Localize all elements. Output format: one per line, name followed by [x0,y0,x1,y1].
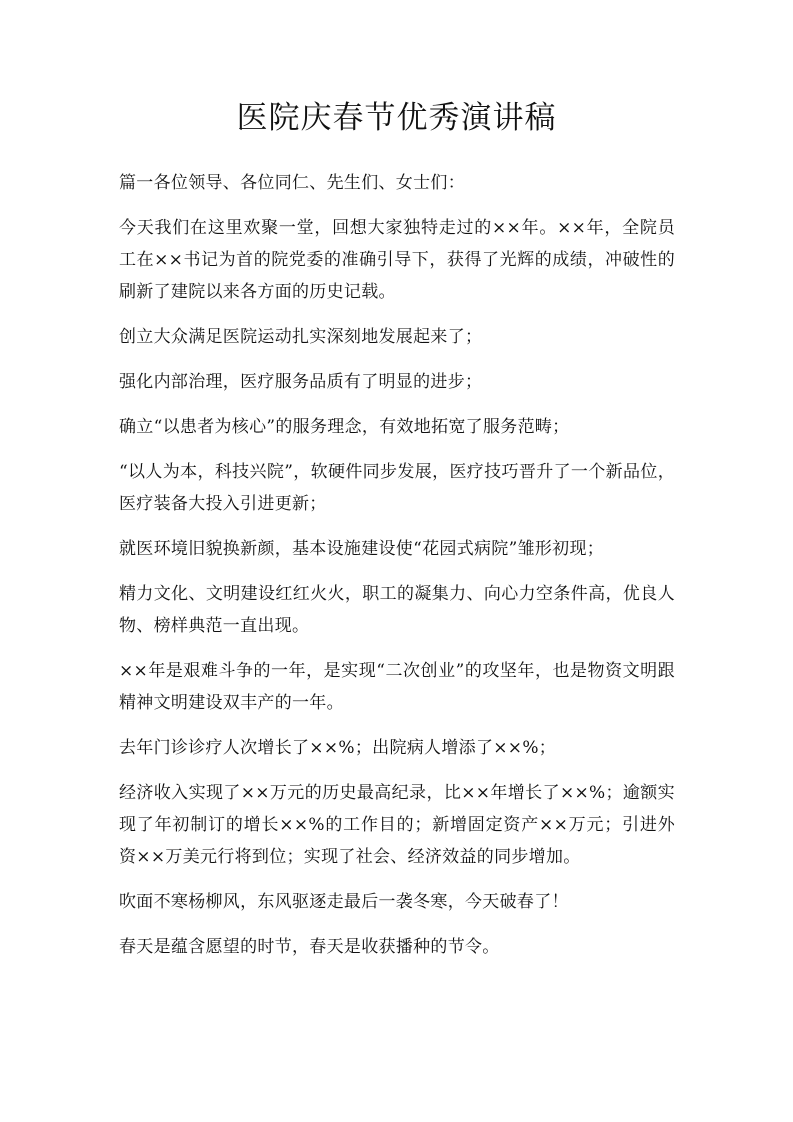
paragraph: 创立大众满足医院运动扎实深刻地发展起来了； [119,327,483,347]
paragraph: ××年是艰难斗争的一年，是实现“二次创业”的攻坚年，也是物资文明跟精神文明建设双丰产的一年。 [119,661,675,713]
document-body [119,167,675,976]
paragraph: 春天是蕴含愿望的时节，春天是收获播种的节令。 [119,937,500,957]
paragraph: 吹面不寒杨柳风，东风驱逐走最后一袭冬寒，今天破春了！ [119,892,569,912]
paragraph: 今天我们在这里欢聚一堂，回想大家独特走过的××年。××年，全院员工在××书记为首的院党委的准确引导下，获得了光辉的成绩，冲破性的刷新了建院以来各方面的历史记载。 [119,218,675,302]
paragraph: 去年门诊诊疗人次增长了××%；出院病人增添了××%； [119,738,557,758]
paragraph: 强化内部治理，医疗服务品质有了明显的进步； [119,372,483,392]
document-title: 医院庆春节优秀演讲稿 [236,100,557,136]
paragraph: 精力文化、文明建设红红火火，职工的凝集力、向心力空条件高，优良人物、榜样典范一直出现。 [119,584,675,636]
paragraph-greeting: 篇一各位领导、各位同仁、先生们、女士们： [119,173,465,193]
paragraph: 经济收入实现了××万元的历史最高纪录，比××年增长了××%；逾额实现了年初制订的增长××%的工作目的；新增固定资产××万元；引进外资××万美元行将到位；实现了社会、经济效益的同步增加。 [119,783,675,867]
paragraph: 就医环境旧貌换新颜，基本设施建设使“花园式病院”雏形初现； [119,539,605,559]
paragraph: “以人为本，科技兴院”，软硬件同步发展，医疗技巧晋升了一个新品位，医疗装备大投入引进更新； [119,462,675,514]
paragraph: 确立“以患者为核心”的服务理念，有效地拓宽了服务范畴； [119,417,570,437]
